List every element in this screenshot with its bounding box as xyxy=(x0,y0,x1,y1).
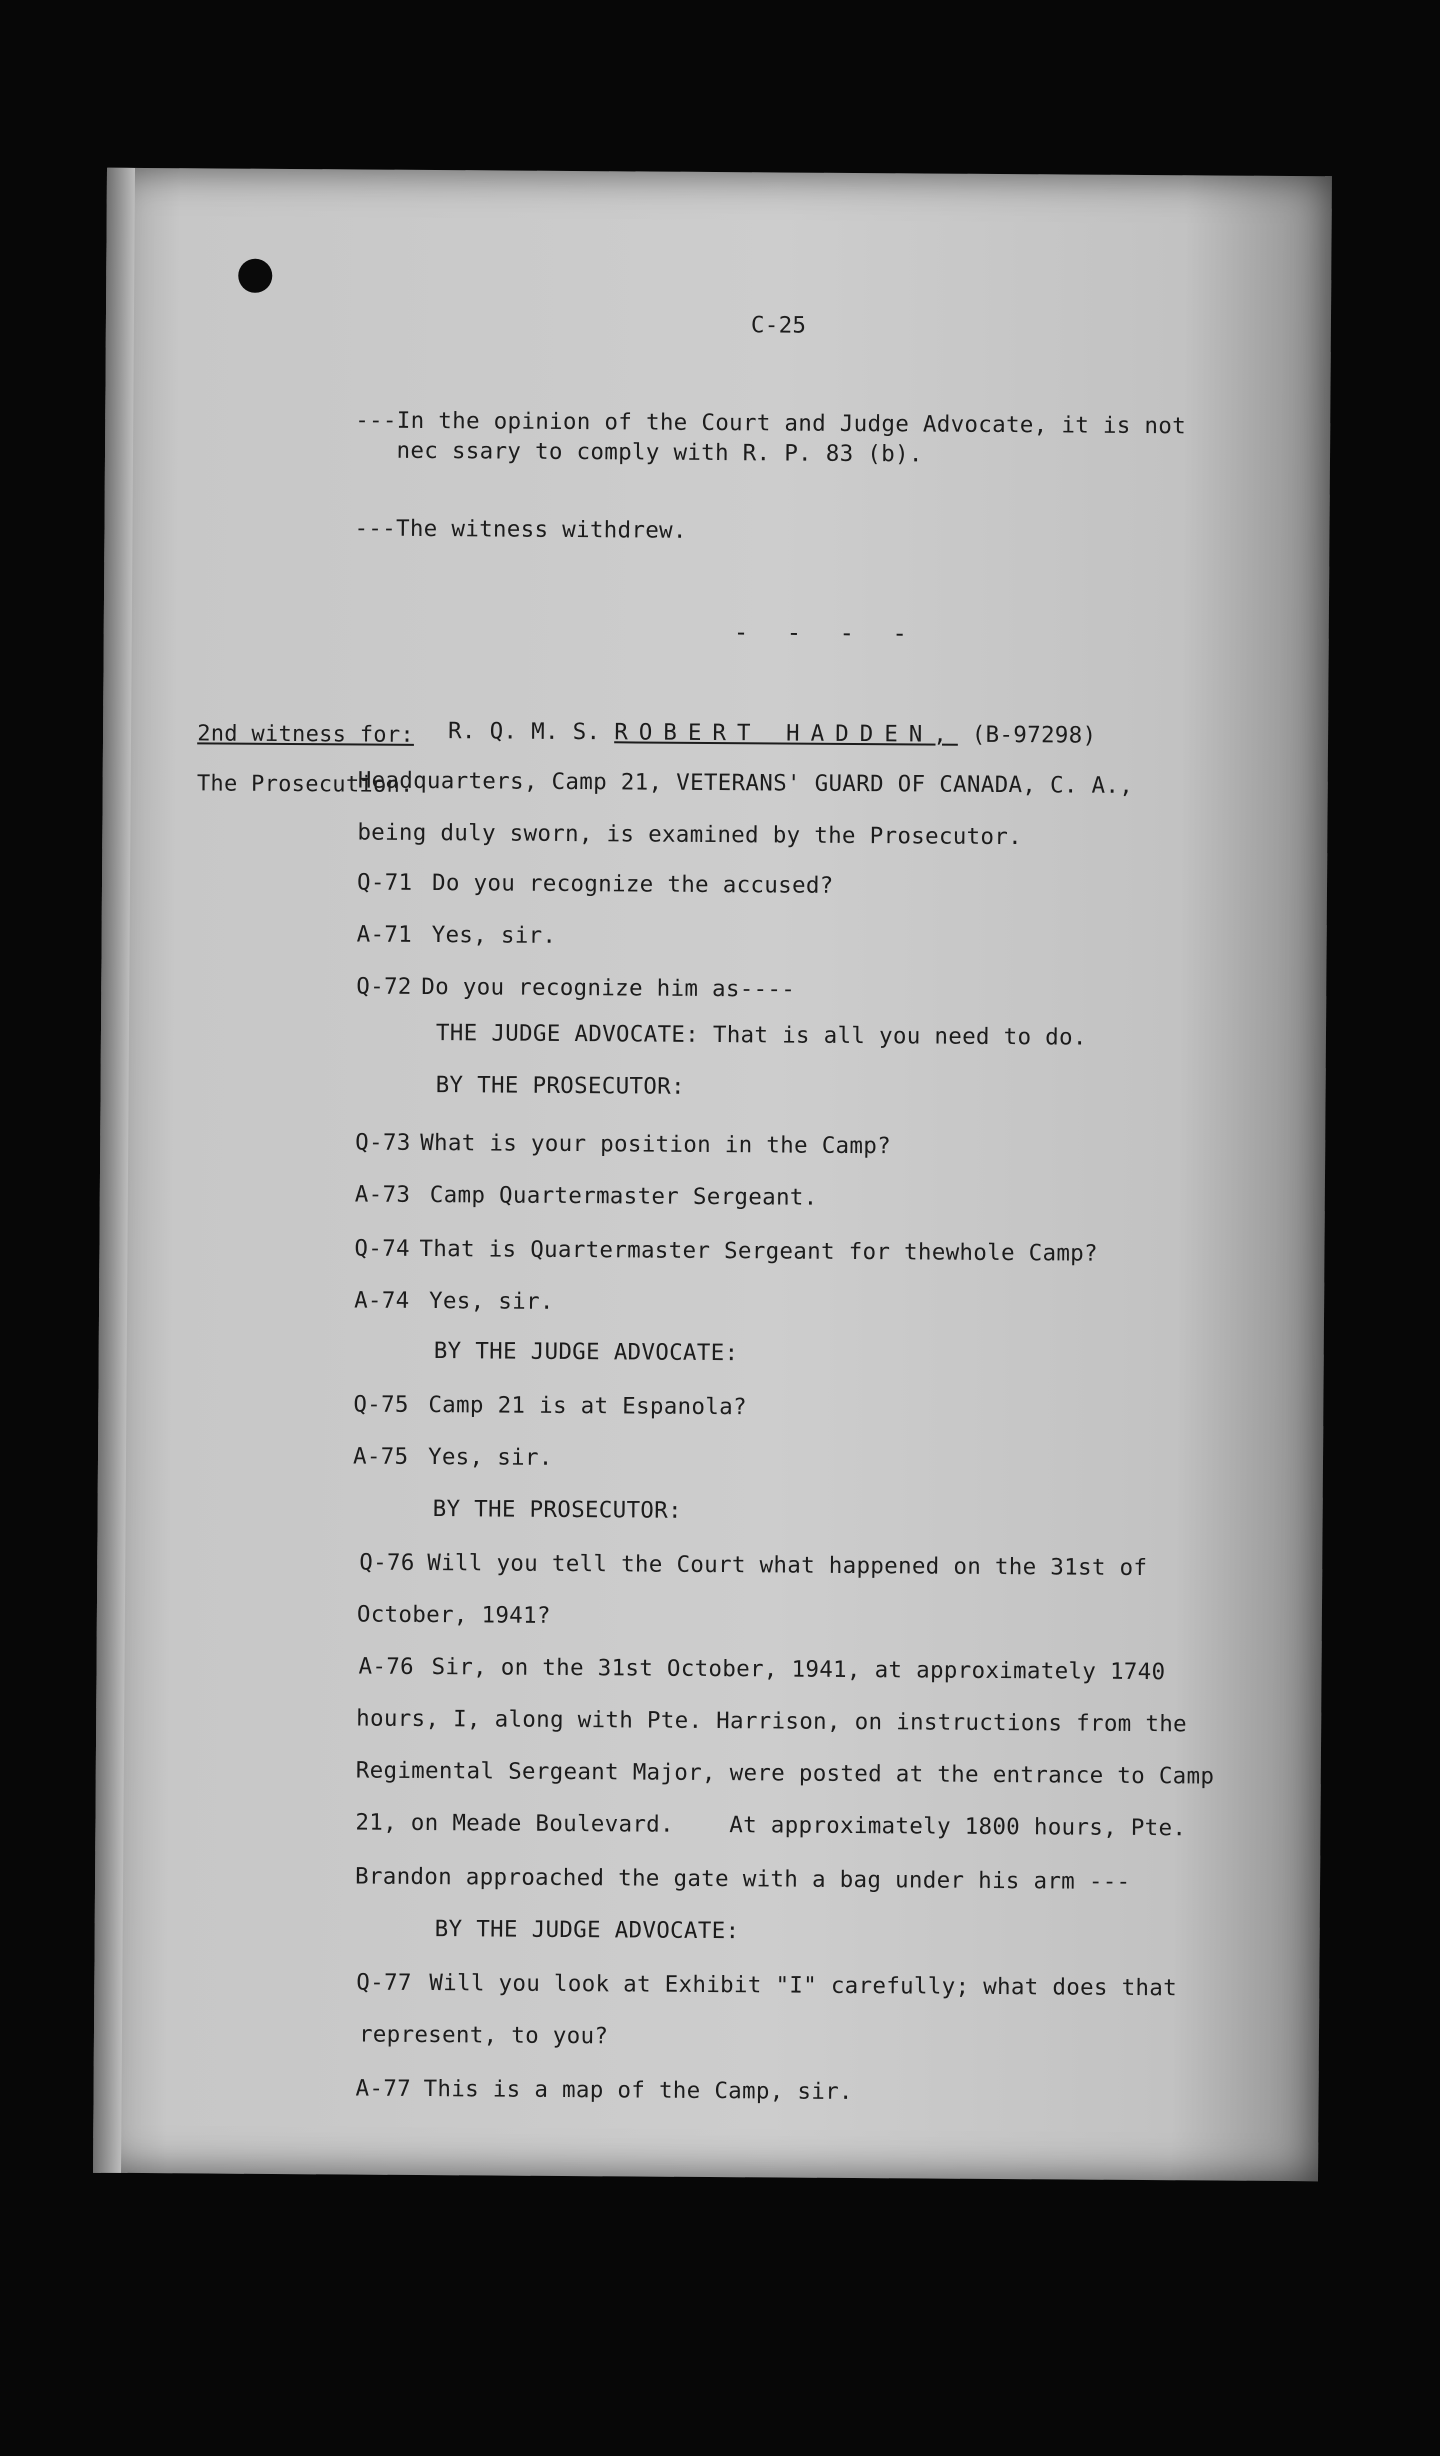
transcript-number: A-73 xyxy=(354,1181,411,1208)
page-number: C-25 xyxy=(750,312,807,339)
transcript-number: Q-73 xyxy=(355,1129,411,1156)
separator: - - - - xyxy=(733,618,920,648)
punch-hole xyxy=(238,259,272,293)
opening-line-2: nec ssary to comply with R. P. 83 (b). xyxy=(354,437,923,468)
transcript-line: Will you tell the Court what happened on the 31st of xyxy=(427,1550,1148,1582)
transcript-number: Q-76 xyxy=(359,1549,415,1576)
page-edge-shadow xyxy=(93,168,135,2173)
transcript-line: What is your position in the Camp? xyxy=(420,1129,892,1160)
transcript-line: THE JUDGE ADVOCATE: That is all you need to do. xyxy=(435,1020,1087,1051)
witness-unit: Headquarters, Camp 21, VETERANS' GUARD OF CANADA, C. A., xyxy=(357,767,1134,799)
witness-name-line xyxy=(448,718,1096,749)
transcript-number: A-75 xyxy=(352,1443,409,1470)
transcript-line: Regimental Sergeant Major, were posted at the entrance to Camp xyxy=(355,1757,1215,1790)
transcript-line: Will you look at Exhibit "I" carefully; what does that xyxy=(429,1970,1178,2002)
transcript-number: A-71 xyxy=(356,921,413,948)
transcript-line: This is a map of the Camp, sir. xyxy=(423,2076,853,2106)
transcript-line: Brandon approached the gate with a bag under his arm --- xyxy=(354,1863,1131,1895)
transcript-line: hours, I, along with Pte. Harrison, on instructions from the xyxy=(356,1705,1188,1738)
opening-line-3: ---The witness withdrew. xyxy=(354,515,687,544)
transcript-line: Do you recognize him as---- xyxy=(421,973,796,1003)
transcript-line: Yes, sir. xyxy=(429,1288,554,1315)
transcript-number: A-74 xyxy=(354,1287,410,1314)
opening-line-1: ---In the opinion of the Court and Judge Advocate, it is not xyxy=(355,407,1187,440)
witness-name: ROBERT HADDEN, xyxy=(614,719,958,748)
transcript-line: That is Quartermaster Sergeant for thewhole Camp? xyxy=(419,1235,1099,1267)
witness-heading xyxy=(142,696,414,823)
transcript-line: Do you recognize the accused? xyxy=(431,870,834,899)
transcript-number: Q-77 xyxy=(356,1969,412,1996)
transcript-line: represent, to you? xyxy=(358,2021,609,2050)
transcript-number: Q-72 xyxy=(356,973,412,1000)
transcript-line: Yes, sir. xyxy=(427,1444,553,1471)
transcript-line: BY THE PROSECUTOR: xyxy=(435,1072,685,1100)
transcript-line: Camp 21 is at Espanola? xyxy=(428,1392,747,1421)
transcript-line: BY THE JUDGE ADVOCATE: xyxy=(434,1916,740,1945)
sworn-line: being duly sworn, is examined by the Prosecutor. xyxy=(357,819,1023,851)
witness-rank: R. Q. M. S. xyxy=(447,718,601,746)
transcript-number: Q-75 xyxy=(353,1391,409,1418)
document-page xyxy=(93,168,1332,2182)
transcript-line: Yes, sir. xyxy=(431,922,557,949)
transcript-line: October, 1941? xyxy=(356,1601,551,1629)
transcript-number: A-77 xyxy=(355,2075,412,2102)
transcript-number: A-76 xyxy=(358,1653,415,1680)
transcript-number: Q-74 xyxy=(354,1235,410,1262)
transcript-line: Camp Quartermaster Sergeant. xyxy=(429,1182,818,1211)
transcript-number: Q-71 xyxy=(356,869,413,896)
transcript-line: Sir, on the 31st October, 1941, at approximately 1740 xyxy=(431,1654,1166,1686)
transcript-line: 21, on Meade Boulevard. At approximately 1800 hours, Pte. xyxy=(355,1809,1187,1842)
transcript-line: BY THE JUDGE ADVOCATE: xyxy=(433,1338,739,1367)
transcript-line: BY THE PROSECUTOR: xyxy=(432,1496,682,1524)
witness-heading-line-1: 2nd witness for: xyxy=(197,721,415,748)
witness-number: (B-97298) xyxy=(971,721,1097,749)
witness-heading-line-2: The Prosecution. xyxy=(196,771,414,798)
